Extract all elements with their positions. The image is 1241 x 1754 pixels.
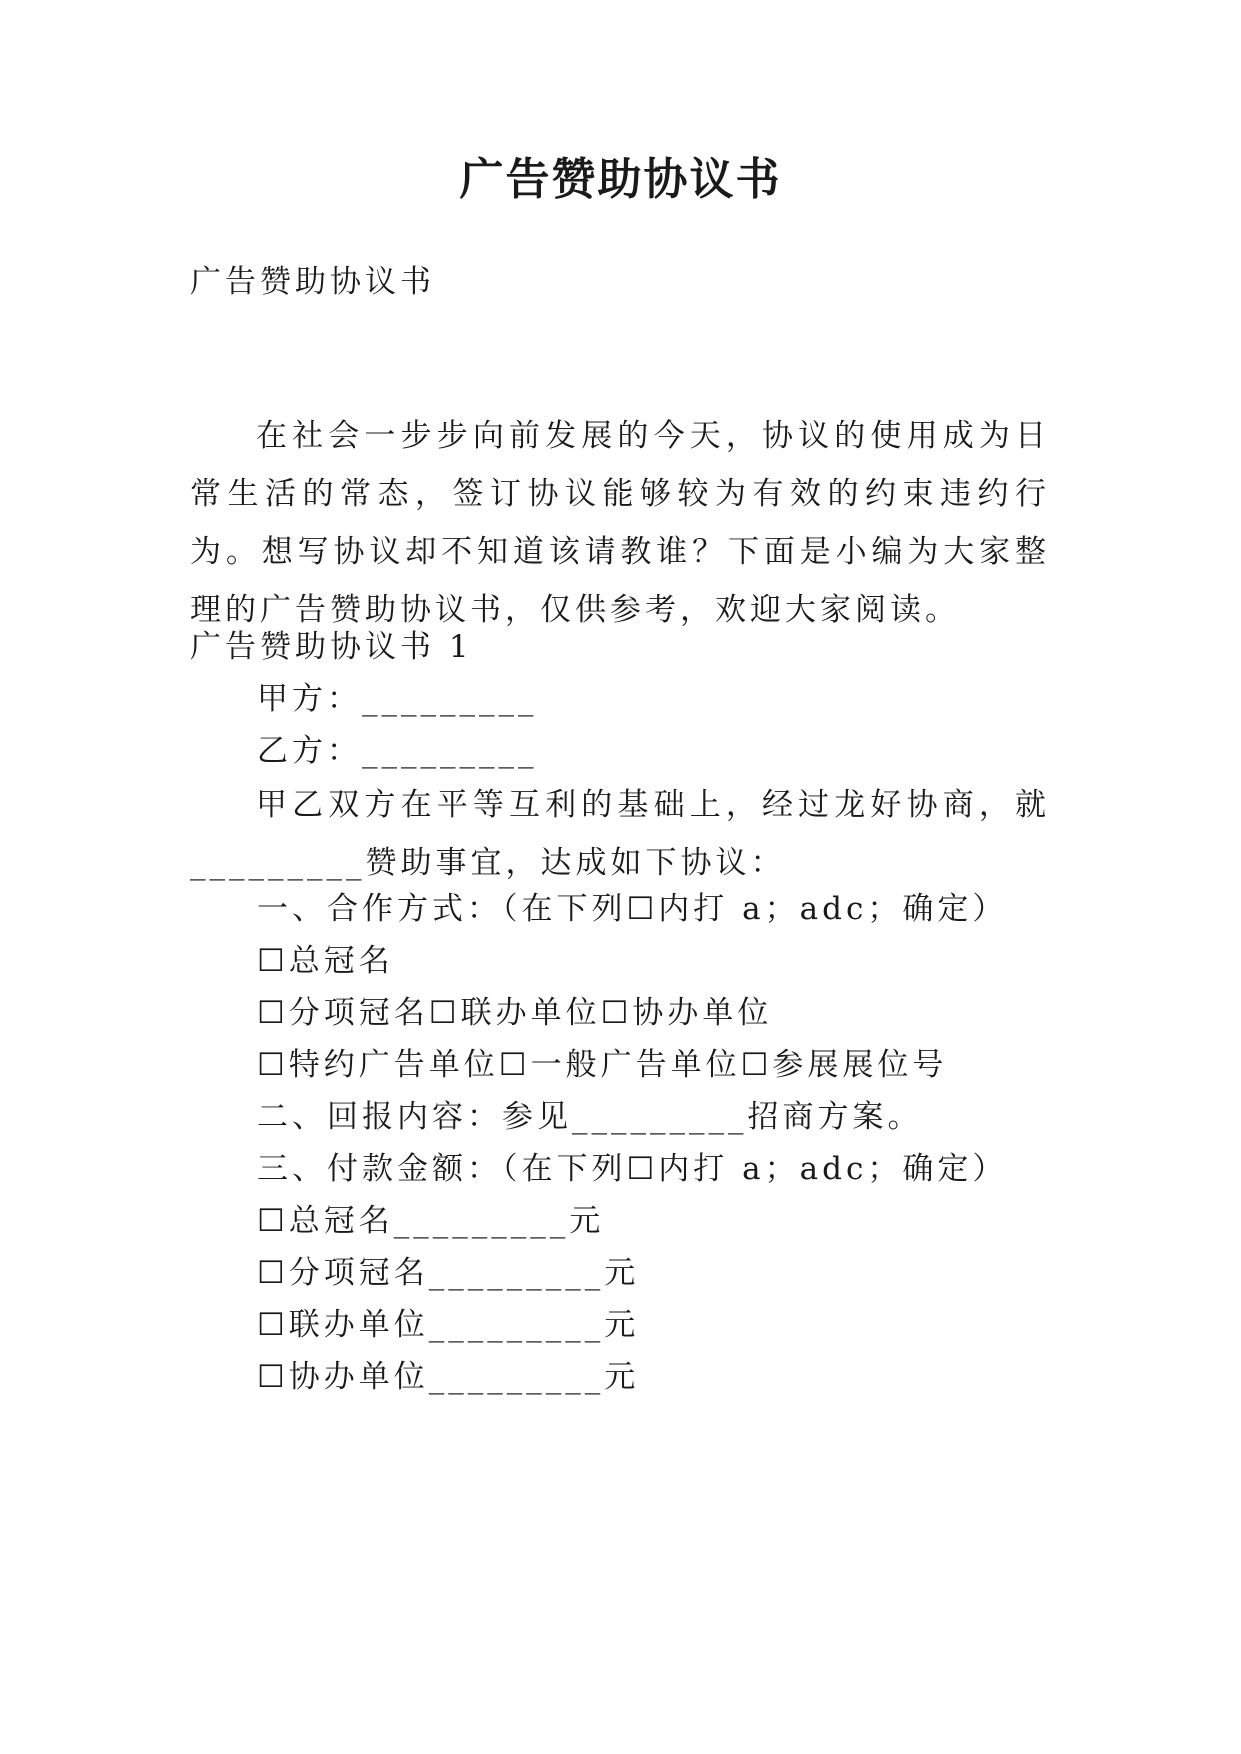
clause-3-option-2: ☐分项冠名_________元 — [257, 1255, 640, 1291]
section-heading: 广告赞助协议书 1 — [190, 629, 473, 665]
intro-paragraph: 在社会一步步向前发展的今天，协议的使用成为日常生活的常态，签订协议能够较为有效的约束违约行为。想写协议却不知道该请教谁？下面是小编为大家整理的广告赞助协议书，仅供参考，欢迎大家阅读。 — [190, 418, 1050, 628]
clause-3-option-1: ☐总冠名_________元 — [257, 1203, 605, 1239]
page-title: 广告赞助协议书 — [459, 154, 782, 205]
document-subtitle: 广告赞助协议书 — [190, 264, 435, 300]
clause-1-option-2: ☐分项冠名☐联办单位☐协办单位 — [257, 995, 773, 1031]
clause-1-option-3: ☐特约广告单位☐一般广告单位☐参展展位号 — [257, 1047, 948, 1083]
clause-3-heading: 三、付款金额：（在下列☐内打 a；adc；确定） — [257, 1151, 1008, 1187]
party-b-line: 乙方：_________ — [257, 733, 538, 769]
clause-2-heading: 二、回报内容：参见_________招商方案。 — [257, 1099, 923, 1135]
clause-1-heading: 一、合作方式：（在下列☐内打 a；adc；确定） — [257, 891, 1008, 927]
clause-3-option-3: ☐联办单位_________元 — [257, 1307, 640, 1343]
clause-3-option-4: ☐协办单位_________元 — [257, 1359, 640, 1395]
preamble-paragraph: 甲乙双方在平等互利的基础上，经过龙好协商，就_________赞助事宜，达成如下协议： — [190, 787, 1050, 881]
party-a-line: 甲方：_________ — [257, 681, 538, 717]
clause-1-option-1: ☐总冠名 — [257, 943, 394, 979]
